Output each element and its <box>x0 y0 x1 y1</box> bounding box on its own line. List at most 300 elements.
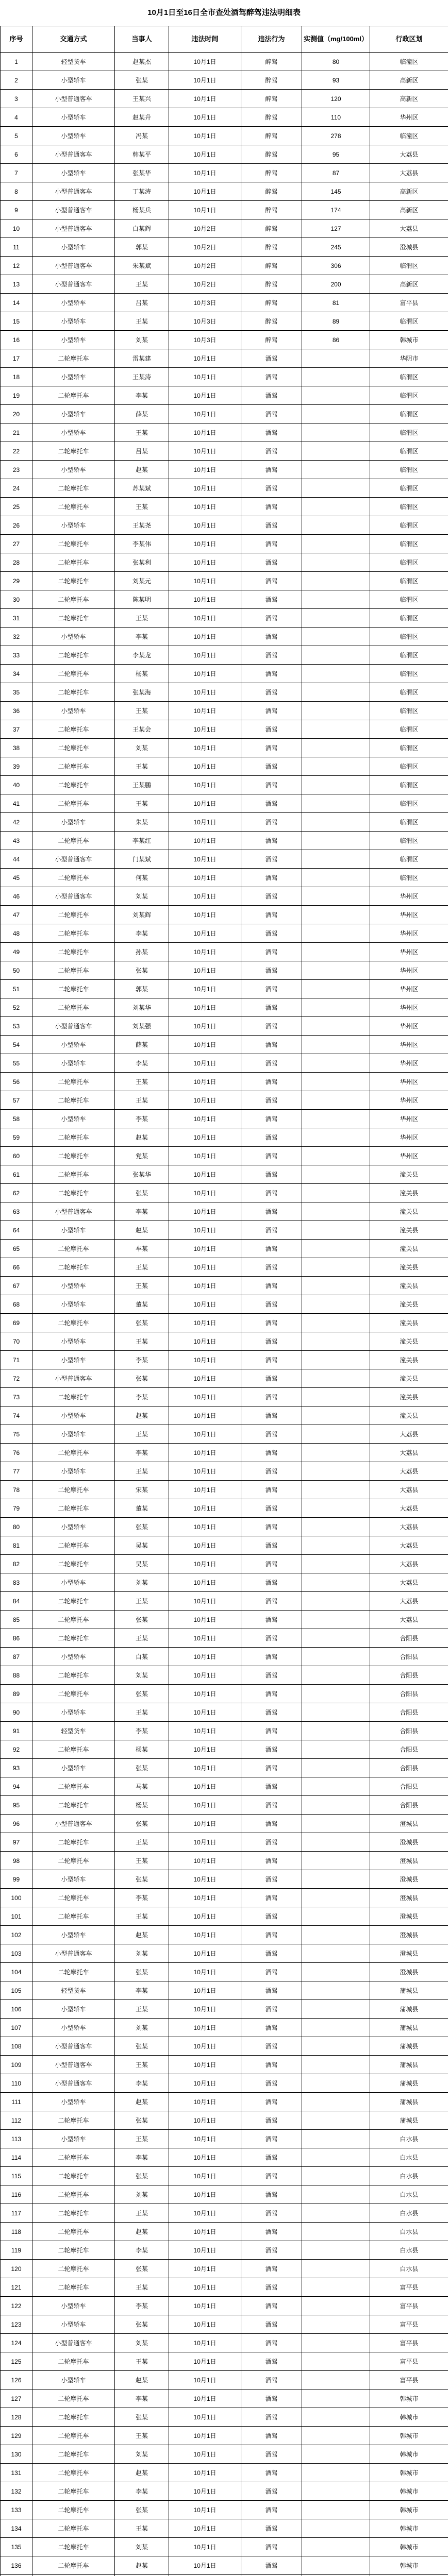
cell-measured-value <box>302 757 370 776</box>
cell-measured-value <box>302 1240 370 1258</box>
cell-violation-time: 10月1日 <box>169 386 241 405</box>
cell-index: 118 <box>1 2223 32 2241</box>
cell-party: 韩某平 <box>115 145 169 164</box>
cell-violation-time: 10月1日 <box>169 405 241 423</box>
cell-violation-time: 10月1日 <box>169 553 241 572</box>
cell-district: 潼关县 <box>370 1406 448 1425</box>
cell-violation-time: 10月2日 <box>169 219 241 238</box>
cell-vehicle-type: 小型普通客车 <box>32 275 115 294</box>
cell-violation-time: 10月1日 <box>169 2000 241 2019</box>
cell-violation-type: 酒驾 <box>241 2297 302 2315</box>
cell-district: 潼关县 <box>370 1351 448 1369</box>
table-row <box>1 275 448 294</box>
table-row <box>1 1685 448 1703</box>
cell-violation-time: 10月1日 <box>169 2074 241 2093</box>
cell-index: 29 <box>1 572 32 590</box>
table-row <box>1 2445 448 2464</box>
cell-district: 大荔县 <box>370 164 448 182</box>
cell-measured-value <box>302 423 370 442</box>
cell-violation-type: 酒驾 <box>241 1277 302 1295</box>
cell-index: 119 <box>1 2241 32 2260</box>
cell-violation-type: 酒驾 <box>241 2037 302 2056</box>
cell-measured-value <box>302 1499 370 1518</box>
cell-violation-type: 酒驾 <box>241 869 302 887</box>
cell-violation-type: 酒驾 <box>241 1870 302 1889</box>
cell-district: 韩城市 <box>370 2519 448 2538</box>
cell-vehicle-type: 二轮摩托车 <box>32 1536 115 1555</box>
cell-violation-type: 醉驾 <box>241 201 302 219</box>
cell-violation-time: 10月1日 <box>169 349 241 368</box>
cell-district: 华州区 <box>370 1128 448 1147</box>
table-row <box>1 2185 448 2204</box>
table-row <box>1 479 448 498</box>
cell-vehicle-type: 二轮摩托车 <box>32 1444 115 1462</box>
cell-violation-type: 醉驾 <box>241 238 302 257</box>
table-row <box>1 1351 448 1369</box>
cell-district: 蒲城县 <box>370 2000 448 2019</box>
cell-district: 大荔县 <box>370 1425 448 1444</box>
cell-index: 49 <box>1 943 32 961</box>
cell-district: 临潼区 <box>370 53 448 71</box>
cell-district: 大荔县 <box>370 1536 448 1555</box>
cell-violation-type: 酒驾 <box>241 1091 302 1110</box>
cell-violation-time: 10月1日 <box>169 832 241 850</box>
cell-violation-type: 酒驾 <box>241 646 302 665</box>
cell-violation-type: 酒驾 <box>241 1332 302 1351</box>
cell-vehicle-type: 小型轿车 <box>32 1036 115 1054</box>
cell-violation-type: 酒驾 <box>241 2000 302 2019</box>
cell-violation-type: 酒驾 <box>241 2427 302 2445</box>
cell-violation-time: 10月1日 <box>169 998 241 1017</box>
cell-violation-type: 醉驾 <box>241 53 302 71</box>
table-row <box>1 2056 448 2074</box>
cell-violation-type: 酒驾 <box>241 2501 302 2519</box>
cell-measured-value <box>302 1147 370 1165</box>
cell-violation-time: 10月1日 <box>169 461 241 479</box>
cell-measured-value <box>302 887 370 906</box>
cell-party: 李某 <box>115 1444 169 1462</box>
cell-measured-value: 145 <box>302 182 370 201</box>
table-row <box>1 1481 448 1499</box>
cell-party: 刘某辉 <box>115 906 169 924</box>
cell-district: 临渭区 <box>370 628 448 646</box>
cell-measured-value <box>302 461 370 479</box>
cell-party: 李某 <box>115 924 169 943</box>
cell-violation-time: 10月1日 <box>169 2334 241 2352</box>
cell-party: 李某 <box>115 2074 169 2093</box>
cell-index: 34 <box>1 665 32 683</box>
cell-index: 37 <box>1 720 32 739</box>
cell-index: 21 <box>1 423 32 442</box>
table-row <box>1 1202 448 1221</box>
cell-index: 59 <box>1 1128 32 1147</box>
cell-vehicle-type: 二轮摩托车 <box>32 998 115 1017</box>
cell-vehicle-type: 二轮摩托车 <box>32 665 115 683</box>
cell-party: 张某利 <box>115 553 169 572</box>
cell-violation-time: 10月1日 <box>169 2037 241 2056</box>
cell-party: 白某 <box>115 1648 169 1666</box>
cell-party: 王某会 <box>115 720 169 739</box>
table-row <box>1 1611 448 1629</box>
table-row <box>1 2519 448 2538</box>
cell-party: 王某涛 <box>115 368 169 386</box>
cell-vehicle-type: 小型普通客车 <box>32 1944 115 1963</box>
table-row <box>1 2000 448 2019</box>
cell-measured-value: 110 <box>302 108 370 127</box>
cell-vehicle-type: 二轮摩托车 <box>32 1685 115 1703</box>
cell-party: 张某 <box>115 2167 169 2185</box>
table-row <box>1 924 448 943</box>
cell-district: 潼关县 <box>370 1332 448 1351</box>
cell-violation-time: 10月1日 <box>169 2538 241 2556</box>
cell-violation-type: 酒驾 <box>241 2352 302 2371</box>
cell-vehicle-type: 小型轿车 <box>32 1926 115 1944</box>
cell-violation-time: 10月1日 <box>169 71 241 90</box>
cell-index: 55 <box>1 1054 32 1073</box>
cell-district: 合阳县 <box>370 1740 448 1759</box>
cell-violation-time: 10月1日 <box>169 2408 241 2427</box>
table-row <box>1 1926 448 1944</box>
cell-party: 刘某 <box>115 2185 169 2204</box>
cell-violation-type: 酒驾 <box>241 368 302 386</box>
cell-district: 大荔县 <box>370 1555 448 1573</box>
cell-vehicle-type: 二轮摩托车 <box>32 2408 115 2427</box>
cell-violation-time: 10月2日 <box>169 275 241 294</box>
cell-violation-time: 10月1日 <box>169 1852 241 1870</box>
cell-violation-type: 酒驾 <box>241 1481 302 1499</box>
cell-violation-time: 10月1日 <box>169 1740 241 1759</box>
cell-measured-value: 278 <box>302 127 370 145</box>
cell-violation-time: 10月1日 <box>169 869 241 887</box>
header-measured-value: 实测值（mg/100ml） <box>302 26 370 53</box>
cell-measured-value: 86 <box>302 331 370 349</box>
cell-violation-time: 10月1日 <box>169 757 241 776</box>
table-row <box>1 813 448 832</box>
cell-violation-type: 酒驾 <box>241 553 302 572</box>
cell-district: 韩城市 <box>370 2556 448 2575</box>
table-row <box>1 739 448 757</box>
table-row <box>1 386 448 405</box>
table-row <box>1 2315 448 2334</box>
cell-measured-value <box>302 1907 370 1926</box>
table-row <box>1 2204 448 2223</box>
cell-district: 临渭区 <box>370 609 448 628</box>
cell-district: 临渭区 <box>370 423 448 442</box>
cell-violation-type: 酒驾 <box>241 850 302 869</box>
cell-violation-time: 10月1日 <box>169 201 241 219</box>
table-row <box>1 998 448 1017</box>
cell-vehicle-type: 二轮摩托车 <box>32 980 115 998</box>
table-row <box>1 2019 448 2037</box>
cell-party: 赵某 <box>115 2464 169 2482</box>
cell-party: 张某 <box>115 2501 169 2519</box>
cell-violation-type: 酒驾 <box>241 1314 302 1332</box>
cell-district: 潼关县 <box>370 1295 448 1314</box>
cell-violation-time: 10月1日 <box>169 1870 241 1889</box>
cell-measured-value <box>302 1165 370 1184</box>
cell-measured-value: 93 <box>302 71 370 90</box>
cell-violation-type: 酒驾 <box>241 980 302 998</box>
cell-party: 张某 <box>115 1870 169 1889</box>
cell-party: 赵某杰 <box>115 53 169 71</box>
cell-district: 临渭区 <box>370 720 448 739</box>
cell-violation-type: 酒驾 <box>241 2111 302 2130</box>
cell-vehicle-type: 小型轿车 <box>32 108 115 127</box>
cell-party: 李某 <box>115 386 169 405</box>
cell-measured-value <box>302 2297 370 2315</box>
cell-index: 68 <box>1 1295 32 1314</box>
cell-party: 张某 <box>115 2260 169 2278</box>
cell-measured-value <box>302 609 370 628</box>
cell-vehicle-type: 小型普通客车 <box>32 1815 115 1833</box>
table-row <box>1 1796 448 1815</box>
cell-index: 42 <box>1 813 32 832</box>
cell-violation-type: 酒驾 <box>241 776 302 794</box>
cell-party: 赵某 <box>115 1926 169 1944</box>
cell-violation-type: 酒驾 <box>241 1499 302 1518</box>
cell-index: 8 <box>1 182 32 201</box>
cell-violation-type: 醉驾 <box>241 257 302 275</box>
cell-party: 王某 <box>115 312 169 331</box>
cell-index: 106 <box>1 2000 32 2019</box>
table-row <box>1 312 448 331</box>
table-row <box>1 257 448 275</box>
table-row <box>1 1573 448 1592</box>
cell-party: 李某 <box>115 1202 169 1221</box>
cell-index: 9 <box>1 201 32 219</box>
cell-district: 潼关县 <box>370 1165 448 1184</box>
cell-district: 高新区 <box>370 275 448 294</box>
cell-violation-type: 酒驾 <box>241 1926 302 1944</box>
cell-district: 临渭区 <box>370 850 448 869</box>
cell-index: 69 <box>1 1314 32 1332</box>
cell-violation-type: 酒驾 <box>241 2482 302 2501</box>
cell-vehicle-type: 二轮摩托车 <box>32 1777 115 1796</box>
cell-measured-value <box>302 720 370 739</box>
cell-vehicle-type: 小型轿车 <box>32 368 115 386</box>
table-row <box>1 1815 448 1833</box>
cell-violation-time: 10月1日 <box>169 164 241 182</box>
table-row <box>1 1295 448 1314</box>
cell-vehicle-type: 小型轿车 <box>32 294 115 312</box>
cell-measured-value <box>302 1648 370 1666</box>
cell-index: 53 <box>1 1017 32 1036</box>
cell-index: 121 <box>1 2278 32 2297</box>
cell-party: 吕某 <box>115 442 169 461</box>
cell-party: 薛某 <box>115 1036 169 1054</box>
cell-district: 临渭区 <box>370 776 448 794</box>
cell-index: 18 <box>1 368 32 386</box>
cell-index: 71 <box>1 1351 32 1369</box>
cell-party: 王某 <box>115 275 169 294</box>
cell-violation-type: 酒驾 <box>241 2148 302 2167</box>
table-row <box>1 2130 448 2148</box>
cell-violation-time: 10月1日 <box>169 2278 241 2297</box>
cell-violation-time: 10月1日 <box>169 2148 241 2167</box>
cell-measured-value: 81 <box>302 294 370 312</box>
cell-violation-time: 10月1日 <box>169 2093 241 2111</box>
cell-violation-type: 醉驾 <box>241 108 302 127</box>
cell-violation-time: 10月1日 <box>169 1759 241 1777</box>
cell-district: 澄城县 <box>370 1926 448 1944</box>
cell-violation-time: 10月1日 <box>169 906 241 924</box>
cell-district: 华州区 <box>370 1017 448 1036</box>
cell-district: 蒲城县 <box>370 2074 448 2093</box>
cell-district: 临渭区 <box>370 646 448 665</box>
table-row <box>1 71 448 90</box>
cell-measured-value <box>302 1054 370 1073</box>
table-row <box>1 1740 448 1759</box>
cell-district: 高新区 <box>370 90 448 108</box>
cell-measured-value <box>302 1184 370 1202</box>
cell-violation-time: 10月1日 <box>169 2352 241 2371</box>
cell-vehicle-type: 二轮摩托车 <box>32 2223 115 2241</box>
cell-violation-time: 10月1日 <box>169 1703 241 1722</box>
cell-violation-type: 酒驾 <box>241 1592 302 1611</box>
cell-index: 33 <box>1 646 32 665</box>
table-row <box>1 1147 448 1165</box>
cell-vehicle-type: 轻型货车 <box>32 1722 115 1740</box>
cell-vehicle-type: 二轮摩托车 <box>32 832 115 850</box>
cell-district: 临潼区 <box>370 127 448 145</box>
table-row <box>1 2482 448 2501</box>
cell-index: 46 <box>1 887 32 906</box>
cell-index: 78 <box>1 1481 32 1499</box>
cell-party: 王某 <box>115 757 169 776</box>
cell-measured-value <box>302 2427 370 2445</box>
cell-district: 蒲城县 <box>370 2093 448 2111</box>
table-row <box>1 757 448 776</box>
cell-violation-time: 10月1日 <box>169 2482 241 2501</box>
cell-measured-value <box>302 961 370 980</box>
cell-index: 66 <box>1 1258 32 1277</box>
cell-district: 富平县 <box>370 2315 448 2334</box>
cell-violation-type: 醉驾 <box>241 182 302 201</box>
cell-index: 115 <box>1 2167 32 2185</box>
cell-district: 大荔县 <box>370 1444 448 1462</box>
cell-violation-type: 酒驾 <box>241 349 302 368</box>
table-row <box>1 1221 448 1240</box>
cell-measured-value <box>302 1110 370 1128</box>
cell-violation-time: 10月1日 <box>169 2260 241 2278</box>
cell-measured-value <box>302 2037 370 2056</box>
cell-violation-type: 酒驾 <box>241 1036 302 1054</box>
cell-violation-time: 10月1日 <box>169 1907 241 1926</box>
cell-index: 111 <box>1 2093 32 2111</box>
cell-party: 郭某 <box>115 980 169 998</box>
cell-violation-type: 酒驾 <box>241 1815 302 1833</box>
cell-district: 高新区 <box>370 71 448 90</box>
cell-vehicle-type: 二轮摩托车 <box>32 1796 115 1815</box>
cell-index: 1 <box>1 53 32 71</box>
cell-vehicle-type: 二轮摩托车 <box>32 535 115 553</box>
table-row <box>1 590 448 609</box>
cell-district: 华州区 <box>370 943 448 961</box>
cell-district: 潼关县 <box>370 1221 448 1240</box>
cell-measured-value <box>302 739 370 757</box>
cell-measured-value <box>302 535 370 553</box>
cell-party: 张某华 <box>115 164 169 182</box>
cell-vehicle-type: 二轮摩托车 <box>32 2204 115 2223</box>
cell-district: 白水县 <box>370 2167 448 2185</box>
cell-vehicle-type: 小型普通客车 <box>32 850 115 869</box>
table-row <box>1 1240 448 1258</box>
cell-violation-type: 酒驾 <box>241 1666 302 1685</box>
table-row <box>1 1777 448 1796</box>
cell-index: 130 <box>1 2445 32 2464</box>
cell-vehicle-type: 二轮摩托车 <box>32 924 115 943</box>
table-row <box>1 294 448 312</box>
cell-index: 44 <box>1 850 32 869</box>
cell-district: 蒲城县 <box>370 1981 448 2000</box>
cell-violation-type: 酒驾 <box>241 535 302 553</box>
cell-measured-value <box>302 1425 370 1444</box>
table-row <box>1 2093 448 2111</box>
cell-party: 冯某 <box>115 127 169 145</box>
cell-index: 12 <box>1 257 32 275</box>
cell-vehicle-type: 轻型货车 <box>32 1981 115 2000</box>
cell-violation-time: 10月1日 <box>169 2315 241 2334</box>
cell-measured-value <box>302 1555 370 1573</box>
cell-measured-value: 80 <box>302 53 370 71</box>
cell-measured-value <box>302 1332 370 1351</box>
cell-measured-value <box>302 2148 370 2167</box>
cell-vehicle-type: 二轮摩托车 <box>32 1147 115 1165</box>
cell-district: 澄城县 <box>370 1889 448 1907</box>
cell-district: 华州区 <box>370 1091 448 1110</box>
cell-index: 64 <box>1 1221 32 1240</box>
cell-measured-value: 120 <box>302 90 370 108</box>
cell-vehicle-type: 小型轿车 <box>32 2130 115 2148</box>
cell-party: 王某 <box>115 1462 169 1481</box>
cell-vehicle-type: 小型轿车 <box>32 164 115 182</box>
cell-district: 韩城市 <box>370 2389 448 2408</box>
cell-violation-time: 10月1日 <box>169 1388 241 1406</box>
cell-vehicle-type: 小型轿车 <box>32 702 115 720</box>
cell-district: 韩城市 <box>370 331 448 349</box>
cell-vehicle-type: 小型轿车 <box>32 1425 115 1444</box>
cell-index: 113 <box>1 2130 32 2148</box>
cell-measured-value <box>302 813 370 832</box>
table-row <box>1 869 448 887</box>
table-row <box>1 665 448 683</box>
cell-district: 富平县 <box>370 2334 448 2352</box>
cell-party: 王某 <box>115 1907 169 1926</box>
cell-measured-value <box>302 1481 370 1499</box>
cell-violation-time: 10月3日 <box>169 294 241 312</box>
cell-index: 45 <box>1 869 32 887</box>
cell-measured-value <box>302 980 370 998</box>
cell-violation-time: 10月1日 <box>169 887 241 906</box>
cell-violation-type: 酒驾 <box>241 1462 302 1481</box>
table-row <box>1 1852 448 1870</box>
cell-violation-type: 酒驾 <box>241 1963 302 1981</box>
cell-district: 韩城市 <box>370 2501 448 2519</box>
cell-violation-time: 10月1日 <box>169 1518 241 1536</box>
cell-violation-type: 酒驾 <box>241 2334 302 2352</box>
cell-violation-time: 10月1日 <box>169 2371 241 2389</box>
cell-index: 99 <box>1 1870 32 1889</box>
table-row <box>1 1017 448 1036</box>
cell-violation-time: 10月1日 <box>169 1555 241 1573</box>
cell-violation-time: 10月1日 <box>169 683 241 702</box>
cell-measured-value <box>302 2352 370 2371</box>
cell-measured-value <box>302 1091 370 1110</box>
cell-violation-type: 酒驾 <box>241 1703 302 1722</box>
cell-violation-type: 酒驾 <box>241 2056 302 2074</box>
cell-vehicle-type: 小型普通客车 <box>32 90 115 108</box>
cell-violation-time: 10月1日 <box>169 2389 241 2408</box>
